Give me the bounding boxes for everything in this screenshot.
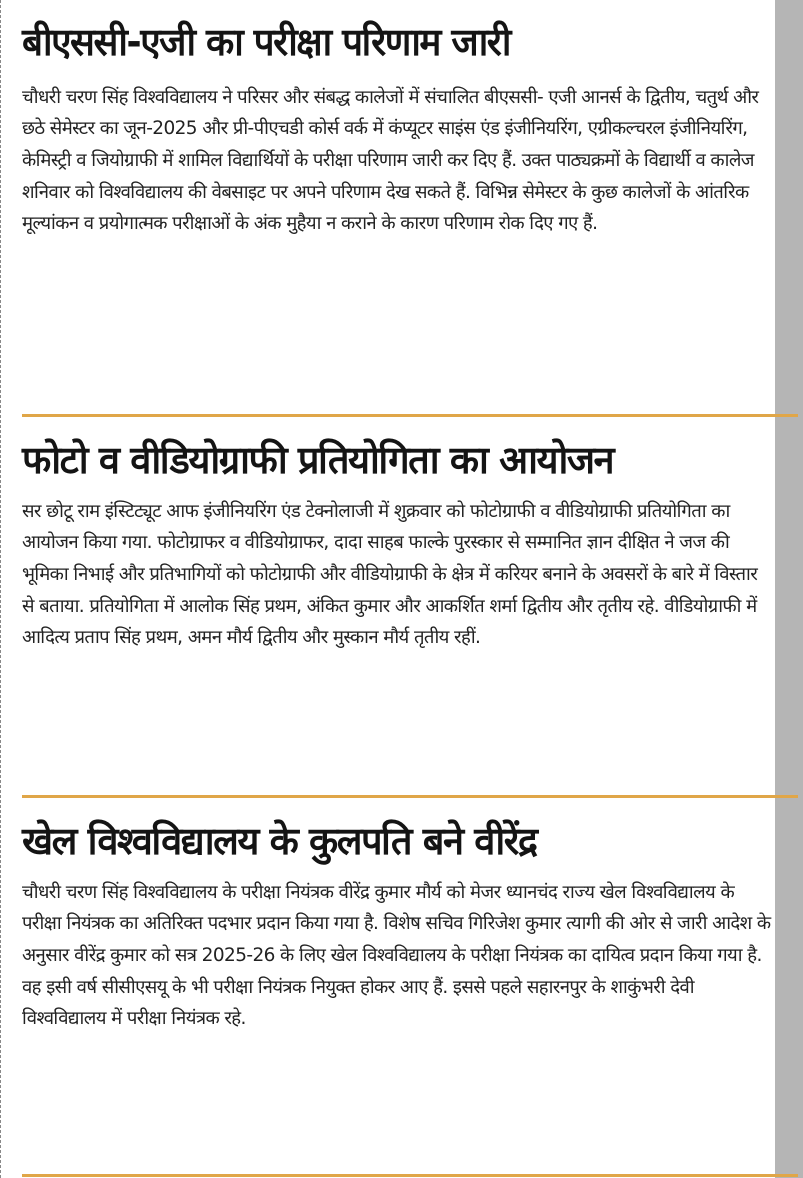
article-body: चौधरी चरण सिंह विश्वविद्यालय ने परिसर और संबद्ध कालेजों में संचालित बीएससी- एजी आनर्स के द्वितीय, चतुर्थ और छठे सेमेस्टर का जून-2025 और प्री-पीएचडी कोर्स वर्क में कंप्यूटर साइंस एंड इंजीनियरिंग, एग्रीकल्चरल इंजीनियरिंग, केमिस्ट्री व जियोग्राफी में शामिल विद्यार्थियों के परीक्षा परिणाम जारी कर दिए हैं. उक्त पाठ्यक्रमों के विद्यार्थी व कालेज शनिवार को विश्वविद्यालय की वेबसाइट पर अपने परिणाम देख सकते हैं. विभिन्न सेमेस्टर के कुछ कालेजों के आंतरिक मूल्यांकन व प्रयोगात्मक परीक्षाओं के अंक मुहैया न कराने के कारण परिणाम रोक दिए गए हैं. xyxy=(22,86,759,235)
news-article-photo-video-contest xyxy=(22,440,774,654)
news-article-bsc-ag-result xyxy=(22,22,798,240)
article-divider xyxy=(22,1174,798,1177)
article-headline: खेल विश्वविद्यालय के कुलपति बने वीरेंद्र xyxy=(22,819,537,863)
article-headline: फोटो व वीडियोग्राफी प्रतियोगिता का आयोजन xyxy=(22,438,614,482)
article-body: सर छोटू राम इंस्टिट्यूट आफ इंजीनियरिंग एंड टेक्नोलाजी में शुक्रवार को फोटोग्राफी व वीडियोग्राफी प्रतियोगिता का आयोजन किया गया. फोटोग्राफर व वीडियोग्राफर, दादा साहब फाल्के पुरस्कार से सम्मानित ज्ञान दीक्षित ने जज की भूमिका निभाई और प्रतिभागियों को फोटोग्राफी और वीडियोग्राफी के क्षेत्र में करियर बनाने के अवसरों के बारे में विस्तार से बताया. प्रतियोगिता में आलोक सिंह प्रथम, अंकित कुमार और आकर्शित शर्मा द्वितीय और तृतीय रहे. वीडियोग्राफी में आदित्य प्रताप सिंह प्रथम, अमन मौर्य द्वितीय और मुस्कान मौर्य तृतीय रहीं. xyxy=(22,500,758,649)
news-article-sports-university xyxy=(22,821,774,1035)
page-left-border xyxy=(0,0,3,1178)
article-body: चौधरी चरण सिंह विश्वविद्यालय के परीक्षा नियंत्रक वीरेंद्र कुमार मौर्य को मेजर ध्यानचंद राज्य खेल विश्वविद्यालय के परीक्षा नियंत्रक का अतिरिक्त पदभार प्रदान किया गया है. विशेष सचिव गिरिजेश कुमार त्यागी की ओर से जारी आदेश के अनुसार वीरेंद्र कुमार को सत्र 2025-26 के लिए खेल विश्वविद्यालय के परीक्षा नियंत्रक का दायित्व प्रदान किया गया है. वह इसी वर्ष सीसीएसयू के भी परीक्षा नियंत्रक नियुक्त होकर आए हैं. इससे पहले सहारनपुर के शाकुंभरी देवी विश्वविद्यालय में परीक्षा नियंत्रक रहे. xyxy=(22,881,771,1030)
article-divider xyxy=(22,795,798,798)
article-divider xyxy=(22,414,798,417)
news-column xyxy=(22,0,798,1030)
article-headline: बीएससी-एजी का परीक्षा परिणाम जारी xyxy=(22,20,510,64)
